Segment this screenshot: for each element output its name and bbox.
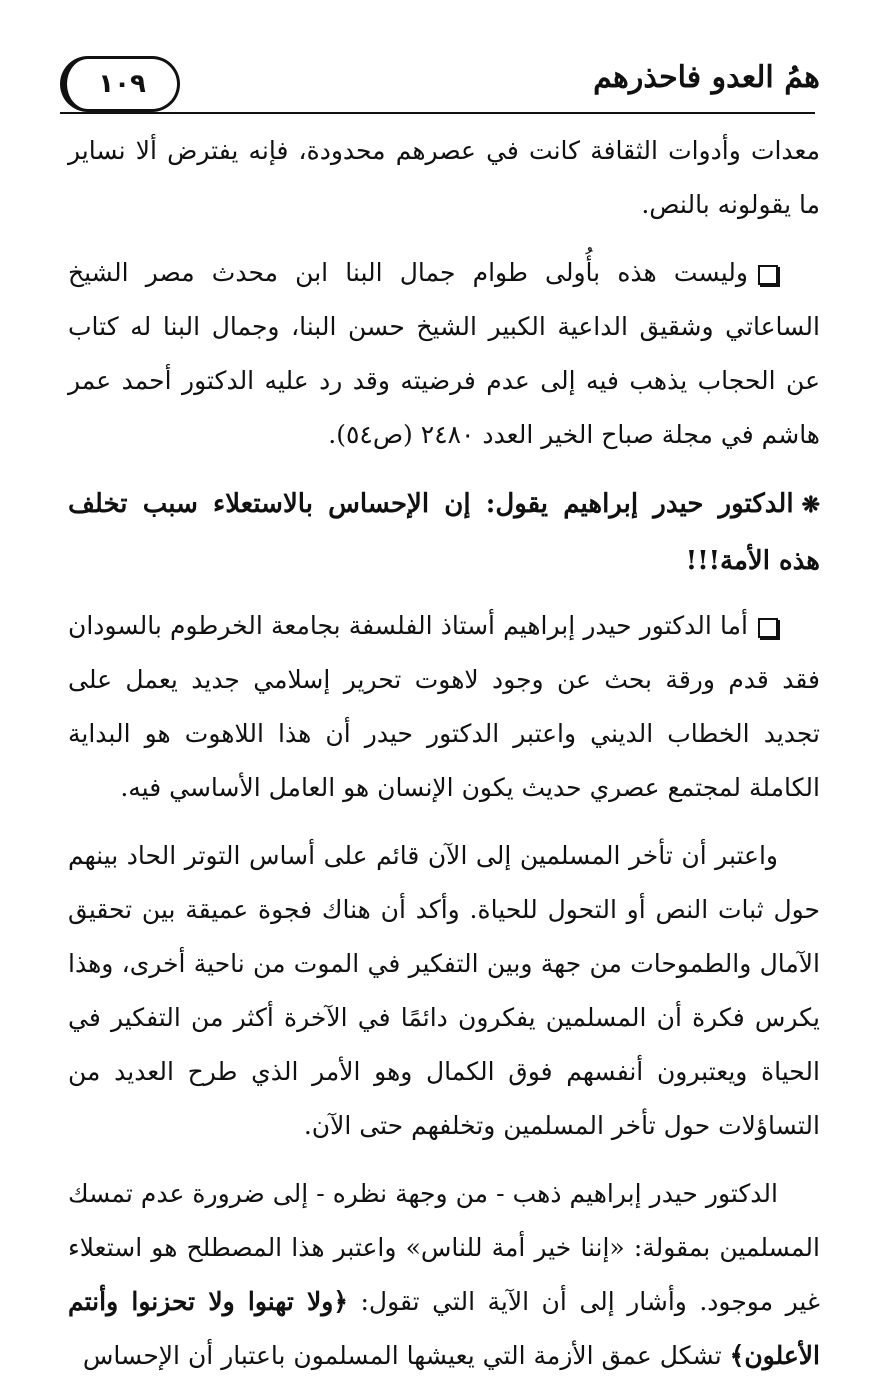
quran-verse: ﴿ولا تهنوا ولا تحزنوا وأنتم الأعلون﴾ [68, 1287, 820, 1370]
paragraph-box-icon [758, 265, 778, 285]
header-divider [60, 112, 815, 114]
paragraph-text: أما الدكتور حيدر إبراهيم أستاذ الفلسفة بجامعة الخرطوم بالسودان فقد قدم ورقة بحث عن وجود لاهوت تحرير إسلامي جديد يعمل على تجديد الخطاب الديني واعتبر الدكتور حيدر أن هذا اللاهوت هو البداية الكاملة لمجتمع عصري حديث يكون الإنسان هو العامل الأساسي فيه. [68, 611, 820, 802]
paragraph-box-icon [758, 618, 778, 638]
section-heading-text: الدكتور حيدر إبراهيم يقول: إن الإحساس بالاستعلاء سبب تخلف هذه الأمة!!! [68, 489, 820, 576]
paragraph-text: وليست هذه بأُولى طوام جمال البنا ابن محدث مصر الشيخ الساعاتي وشقيق الداعية الكبير الشيخ حسن البنا، وجمال البنا له كتاب عن الحجاب يذهب فيه إلى عدم فرضيته وقد رد عليه الدكتور أحمد عمر هاشم في مجلة صباح الخير العدد ٢٤٨٠ (ص٥٤). [68, 258, 820, 449]
paragraph-text: تشكل عمق الأزمة التي يعيشها المسلمون باعتبار أن الإحساس [82, 1341, 730, 1370]
section-heading [68, 476, 820, 589]
paragraph-text: الدكتور حيدر إبراهيم ذهب - من وجهة نظره - إلى ضرورة عدم تمسك المسلمين بمقولة: «إننا خير أمة للناس» واعتبر هذا المصطلح هو استعلاء غير موجود. وأشار إلى أن الآية التي تقول: [68, 1179, 820, 1316]
page-number: ١٠٩ [98, 69, 146, 99]
paragraph [68, 246, 820, 462]
paragraph [68, 599, 820, 815]
page-body [68, 124, 820, 1397]
asterisk-icon: ❋ [801, 492, 820, 518]
paragraph: واعتبر أن تأخر المسلمين إلى الآن قائم على أساس التوتر الحاد بينهم حول ثبات النص أو التحول للحياة. وأكد أن هناك فجوة عميقة بين تحقيق الآمال والطموحات من جهة وبين التفكير في الموت من ناحية أخرى، وهذا يكرس فكرة أن المسلمين يفكرون دائمًا في الآخرة أكثر من التفكير في الحياة ويعتبرون أنفسهم فوق الكمال وهو الأمر الذي طرح العديد من التساؤلات حول تأخر المسلمين وتخلفهم حتى الآن. [68, 841, 820, 1140]
running-title: همُ العدو فاحذرهم [593, 60, 820, 95]
paragraph [68, 1167, 820, 1383]
paragraph: معدات وأدوات الثقافة كانت في عصرهم محدودة، فإنه يفترض ألا نساير ما يقولونه بالنص. [68, 136, 820, 219]
page-number-badge [60, 56, 180, 112]
page-header [60, 52, 820, 112]
